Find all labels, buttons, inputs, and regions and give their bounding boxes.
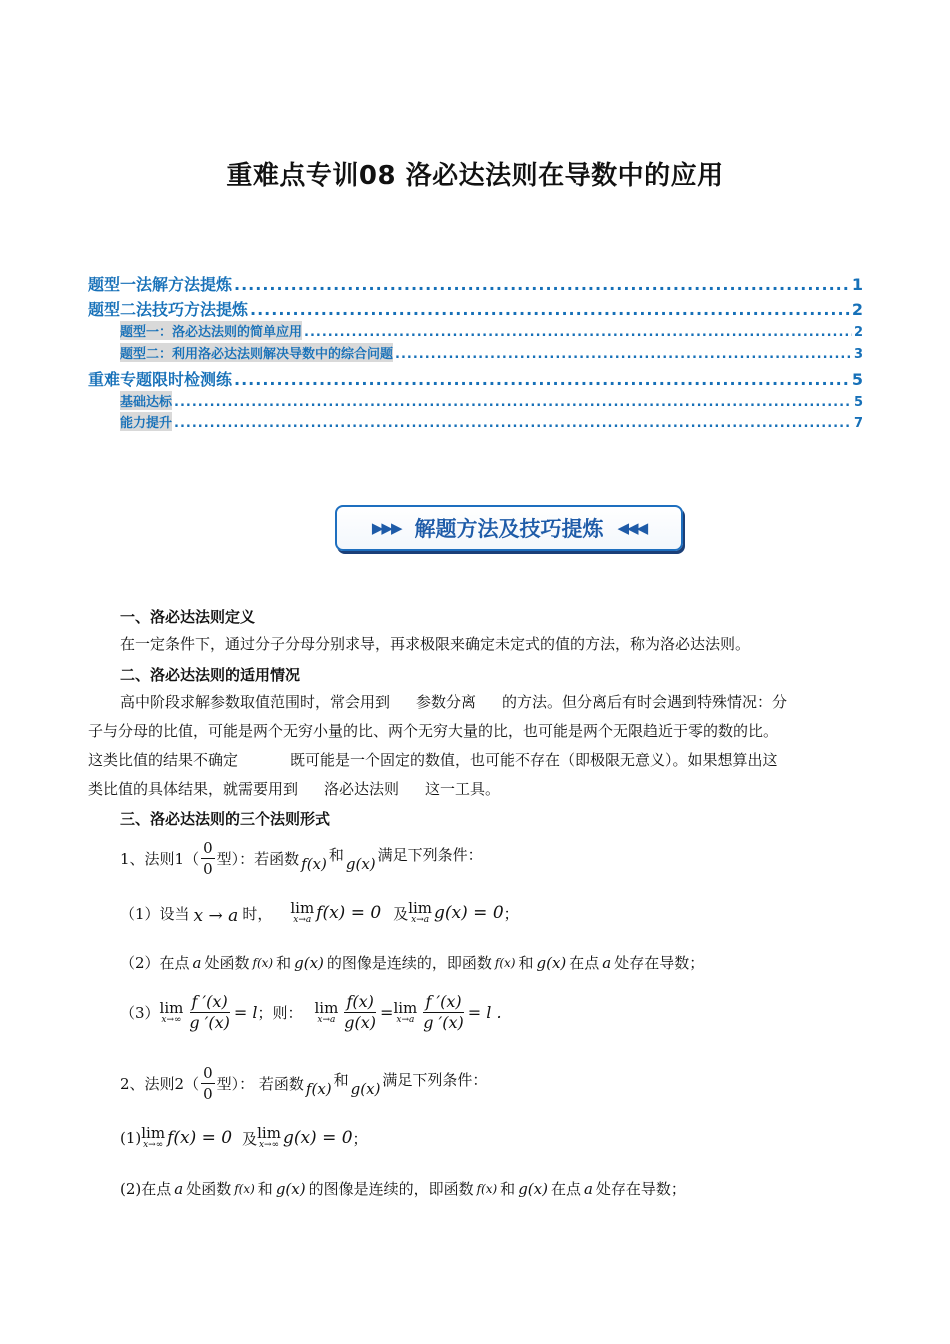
limit: [141, 1126, 165, 1150]
lim-sub: x→a: [293, 915, 312, 925]
section-heading: 三、洛必达法则的三个法则形式: [120, 810, 331, 828]
left-arrows-icon: ◀◀◀: [617, 519, 647, 537]
text: 参数分离: [416, 693, 477, 711]
lim-text: lim: [159, 998, 184, 1017]
math-fx: f(x): [252, 955, 274, 970]
toc-entry-label: 题型一法解方法提炼: [88, 275, 233, 294]
math-gx: g(x): [350, 1079, 381, 1098]
section-heading: 一、洛必达法则定义: [120, 608, 256, 626]
toc-entry[interactable]: [120, 412, 863, 431]
text: 处存在导数；: [595, 1180, 686, 1198]
toc-entry[interactable]: [88, 272, 863, 295]
lim-text: lim: [314, 998, 339, 1017]
paragraph: 在一定条件下，通过分子分母分别求导，再求极限来确定未定式的值的方法，称为洛必达法则。: [120, 635, 751, 653]
paragraph-line: 子与分母的比值，可能是两个无穷小量的比、两个无穷大量的比，也可能是两个无限趋近于零的数的比。: [88, 722, 779, 740]
math-fx: f(x): [234, 1181, 255, 1196]
limit: [314, 998, 339, 1025]
text: 处函数: [186, 1180, 232, 1198]
text: 洛必达法则: [324, 780, 400, 798]
limit: [257, 1126, 281, 1150]
section-banner: [335, 505, 683, 551]
toc-entry-label: 基础达标: [120, 391, 172, 410]
lim-text: lim: [393, 998, 418, 1017]
text: 和: [333, 1071, 349, 1089]
math-a: a: [174, 1179, 184, 1198]
fraction: [201, 1063, 215, 1104]
text: (1): [120, 1129, 142, 1147]
paragraph-line: [88, 746, 863, 775]
section-heading: 二、洛必达法则的适用情况: [120, 666, 301, 684]
text: ；: [352, 1129, 368, 1148]
text: 及: [242, 1129, 258, 1148]
text: 类比值的具体结果，就需要用到: [88, 780, 299, 798]
fraction: [187, 992, 231, 1033]
text: 满足下列条件：: [377, 846, 483, 864]
lim-sub: x→a: [411, 915, 430, 925]
paragraph-line: [88, 775, 863, 804]
frac-num: f(x): [346, 992, 374, 1011]
math-expr: g(x) = 0: [282, 1128, 353, 1148]
text: (2)在点: [120, 1180, 172, 1198]
math-fx: f(x): [301, 854, 327, 873]
toc-entry[interactable]: [88, 297, 863, 320]
lim-text: lim: [141, 1124, 166, 1142]
text: 2、法则2（: [120, 1075, 200, 1093]
text: 及: [393, 904, 409, 923]
text: 既可能是一个固定的数值，也可能不存在（即极限无意义）。如果想算出这: [290, 751, 778, 769]
text: 时，: [242, 904, 273, 923]
text: ；则：: [257, 1004, 303, 1022]
math-gx: g(x): [518, 1179, 548, 1198]
frac-den: g ′(x): [423, 1013, 464, 1032]
toc-entry-label: 题型一：洛必达法则的简单应用: [120, 321, 302, 340]
lim-text: lim: [290, 899, 315, 917]
toc-entry-page: 3: [853, 347, 863, 362]
frac-num: f ′(x): [425, 992, 462, 1011]
toc-entry-page: 5: [853, 395, 863, 410]
lim-text: lim: [257, 1124, 281, 1142]
text: 处存在导数；: [614, 954, 705, 972]
text: （2）在点: [120, 954, 190, 972]
frac-num: f ′(x): [191, 992, 228, 1011]
toc-entry[interactable]: [120, 321, 863, 340]
toc-entry[interactable]: [88, 367, 863, 390]
lim-sub: x→∞: [258, 1140, 280, 1150]
frac-den: g ′(x): [189, 1013, 230, 1032]
lim-sub: x→∞: [161, 1014, 182, 1025]
text: 和: [276, 954, 292, 972]
frac-den: g(x): [344, 1013, 377, 1032]
right-arrows-icon: ▶▶▶: [371, 519, 401, 537]
text: 的图像是连续的，即函数: [308, 1180, 474, 1198]
toc-entry-label: 能力提升: [120, 412, 172, 431]
math-expr: = l: [233, 1003, 258, 1022]
toc-entry-label: 题型二：利用洛必达法则解决导数中的综合问题: [120, 343, 393, 362]
frac-den: 0: [203, 1085, 213, 1103]
toc-entry-label: 题型二法技巧方法提炼: [88, 300, 249, 319]
limit: [393, 998, 418, 1025]
text: 这一工具。: [425, 780, 501, 798]
limit: [290, 901, 314, 925]
math-a: a: [602, 953, 612, 972]
lim-sub: x→a: [317, 1014, 336, 1025]
text: 和: [257, 1180, 273, 1198]
toc-entry-label: 重难专题限时检测练: [88, 370, 233, 389]
math-a: a: [192, 953, 202, 972]
text: 这类比值的结果不确定: [88, 751, 239, 769]
lim-sub: x→a: [396, 1014, 415, 1025]
lim-sub: x→∞: [143, 1140, 164, 1150]
text: 的图像是连续的，即函数: [326, 954, 492, 972]
rule2-condition-2: [120, 1178, 686, 1199]
rule2-condition-1: [120, 1126, 368, 1150]
math-expr: f(x) = 0: [167, 1128, 233, 1148]
math-expr: = l .: [467, 1003, 502, 1022]
text: 满足下列条件：: [382, 1071, 488, 1089]
text: ；: [503, 904, 519, 923]
text: 型）： 若函数: [216, 1075, 304, 1093]
frac-den: 0: [203, 860, 213, 878]
frac-num: 0: [203, 1064, 213, 1082]
rule2-intro: [120, 1063, 487, 1104]
toc-entry-page: 2: [851, 300, 863, 319]
limit: [408, 901, 432, 925]
toc-entry-page: 5: [851, 370, 863, 389]
toc-entry-page: 1: [851, 275, 863, 294]
page-title: 重难点专训08 洛必达法则在导数中的应用: [226, 161, 724, 191]
math-a: a: [583, 1179, 593, 1198]
text: 型）：若函数: [216, 850, 300, 868]
toc-entry[interactable]: [120, 343, 863, 362]
fraction: [201, 838, 215, 879]
toc-entry-page: 2: [853, 325, 863, 340]
text: 和: [518, 954, 534, 972]
math-x-to-a: x → a: [193, 906, 239, 926]
rule1-condition-1: [120, 900, 519, 926]
text: （3）: [120, 1004, 160, 1022]
math-gx: g(x): [345, 854, 376, 873]
math-expr: f(x) = 0: [316, 903, 382, 923]
math-fx: f(x): [494, 955, 516, 970]
math-expr: g(x) = 0: [434, 903, 504, 923]
math-fx: f(x): [305, 1079, 332, 1098]
fraction: [421, 992, 465, 1033]
banner-title: 解题方法及技巧提炼: [414, 517, 604, 541]
frac-num: 0: [203, 839, 213, 857]
limit: [159, 998, 184, 1025]
text: 高中阶段求解参数取值范围时，常会用到: [120, 693, 391, 711]
text: 在点: [569, 954, 600, 972]
fraction: [342, 992, 378, 1033]
toc-entry[interactable]: [120, 391, 863, 410]
math-gx: g(x): [275, 1179, 306, 1198]
toc-entry-page: 7: [853, 416, 863, 431]
text: 和: [328, 846, 344, 864]
rule1-intro: [120, 838, 483, 879]
text: 的方法。但分离后有时会遇到特殊情况：分: [502, 693, 788, 711]
rule1-condition-2: [120, 952, 704, 973]
text: 在点: [550, 1180, 581, 1198]
rule1-condition-3: （3） lim x→∞ $\frac{f '(x)}{g '(x)}$ = l ；则： lim x→a $\frac{f(x)}{g(x)}$ = lim x→a $\frac{f '(x)}{g '(x)}$ = l .: [120, 992, 502, 1032]
paragraph-line: [120, 688, 787, 717]
text: 1、法则1（: [120, 850, 200, 868]
lim-text: lim: [408, 899, 433, 917]
text: 处函数: [204, 954, 250, 972]
text: 和: [500, 1180, 516, 1198]
text: （1）设当: [120, 904, 190, 923]
math-gx: g(x): [294, 953, 324, 972]
math-fx: f(x): [476, 1181, 498, 1196]
math-gx: g(x): [536, 953, 567, 972]
